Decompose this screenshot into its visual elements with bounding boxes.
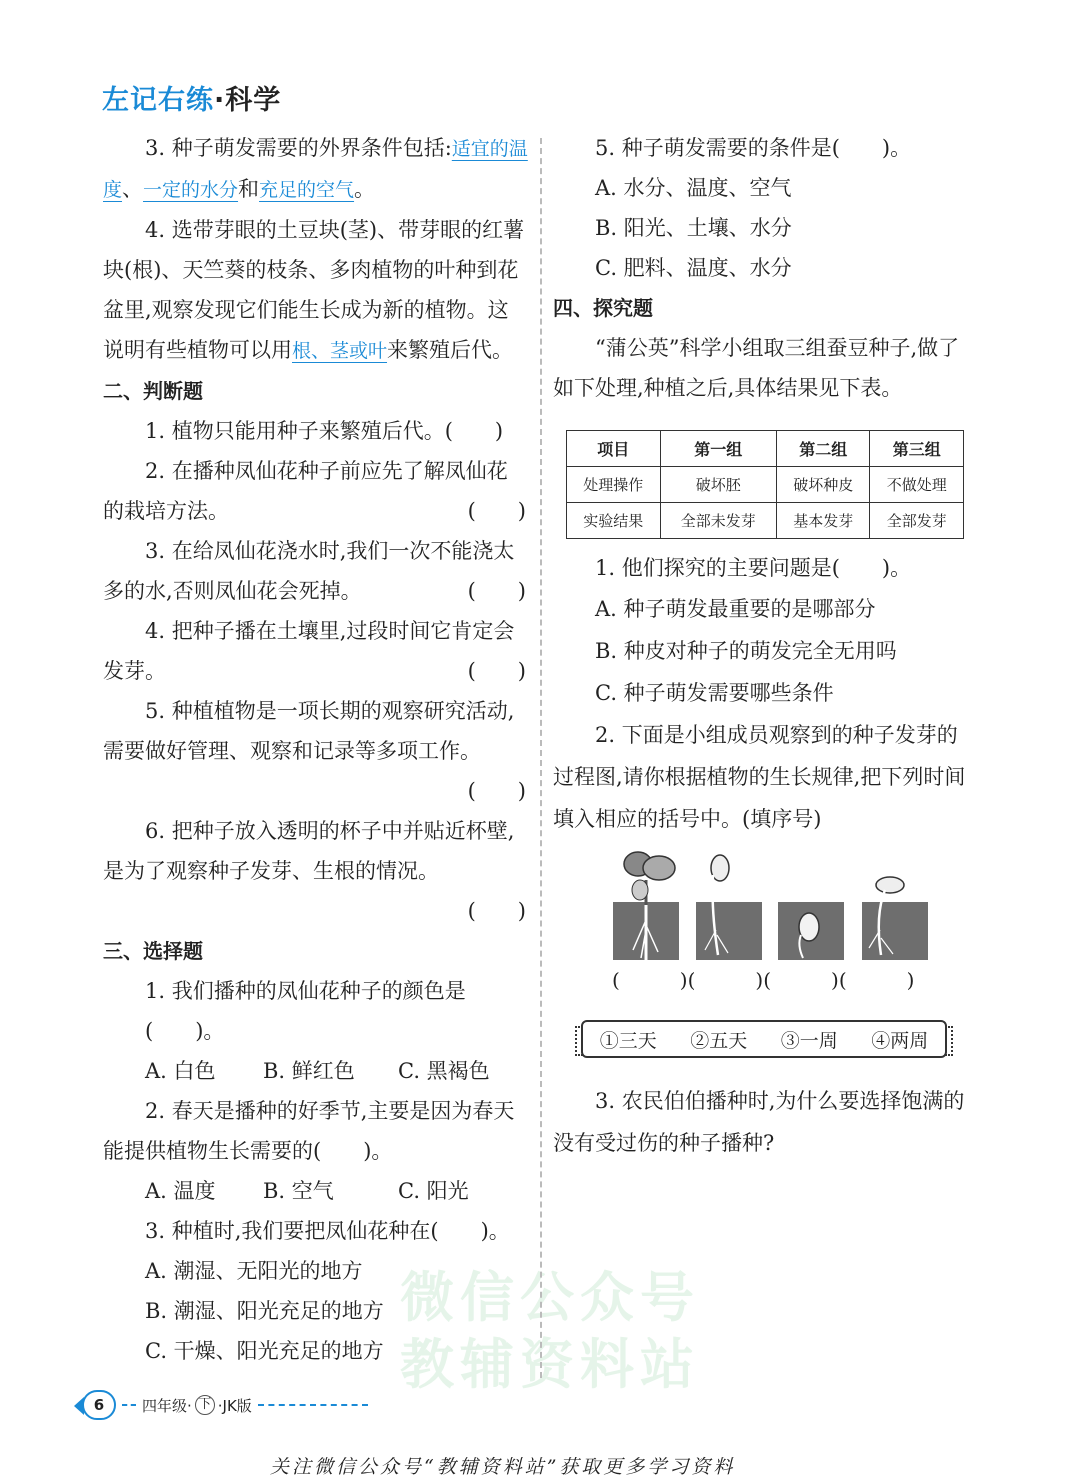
judge-5-paren: ( ) bbox=[467, 779, 526, 803]
choice-5-c: C. 肥料、温度、水分 bbox=[595, 256, 792, 280]
time-choice: ③一周 bbox=[780, 1029, 838, 1052]
option: C. 黑褐色 bbox=[398, 1059, 490, 1083]
judge-2: 2. 在播种凤仙花种子前应先了解凤仙花的栽培方法。 bbox=[103, 459, 508, 523]
choice-5: 5. 种子萌发需要的条件是( )。 bbox=[595, 136, 912, 160]
time-choice: ④两周 bbox=[871, 1029, 929, 1052]
choice-5-b: B. 阳光、土壤、水分 bbox=[595, 216, 792, 240]
question-3: 3. 种子萌发需要的外界条件包括:适宜的温度、一定的水分和充足的空气。 bbox=[103, 136, 528, 201]
choice-3-b: B. 潮湿、阳光充足的地方 bbox=[145, 1299, 384, 1323]
page-number: 6 bbox=[82, 1390, 116, 1420]
time-choice: ②五天 bbox=[690, 1029, 748, 1052]
table-cell: 实验结果 bbox=[567, 503, 661, 539]
image-answer-blanks: ( )( )( )( ) bbox=[612, 968, 915, 992]
explore-1: 1. 他们探究的主要问题是( )。 bbox=[595, 556, 912, 580]
page-footer bbox=[82, 1390, 368, 1420]
table-cell: 全部未发芽 bbox=[660, 503, 776, 539]
choice-5-a: A. 水分、温度、空气 bbox=[595, 176, 792, 200]
choice-1: 1. 我们播种的凤仙花种子的颜色是( )。 bbox=[145, 979, 466, 1043]
promo-note: 关注微信公众号“教辅资料站”获取更多学习资料 bbox=[270, 1456, 736, 1478]
explore-1-c: C. 种子萌发需要哪些条件 bbox=[595, 681, 834, 705]
explore-intro: “蒲公英”科学小组取三组蚕豆种子,做了如下处理,种植之后,具体结果见下表。 bbox=[553, 336, 960, 400]
footer-dash bbox=[258, 1404, 368, 1406]
table-header: 第三组 bbox=[870, 431, 964, 467]
judge-3-paren: ( ) bbox=[467, 579, 526, 603]
option: A. 温度 bbox=[145, 1179, 216, 1203]
choice-3-c: C. 干燥、阳光充足的地方 bbox=[145, 1339, 384, 1363]
left-column bbox=[103, 128, 528, 1371]
time-choice: ①三天 bbox=[599, 1029, 657, 1052]
section-choice-title: 三、选择题 bbox=[103, 939, 203, 963]
term-badge: 下 bbox=[195, 1395, 215, 1415]
explore-1-a: A. 种子萌发最重要的是哪部分 bbox=[595, 597, 876, 621]
choice-1-options bbox=[103, 1051, 528, 1091]
table-cell: 处理操作 bbox=[567, 467, 661, 503]
right-column-lower bbox=[553, 548, 978, 840]
germination-images bbox=[613, 850, 928, 965]
column-divider bbox=[540, 138, 542, 1378]
question-4: 4. 选带芽眼的土豆块(茎)、带芽眼的红薯块(根)、天竺葵的枝条、多肉植物的叶种到花盆里,观察发现它们能生长成为新的植物。这说明有些植物可以用根、茎或叶来繁殖后代。 bbox=[103, 218, 525, 362]
table-row bbox=[567, 467, 964, 503]
judge-3: 3. 在给凤仙花浇水时,我们一次不能浇太多的水,否则凤仙花会死掉。 bbox=[103, 539, 515, 603]
judge-6-paren: ( ) bbox=[467, 899, 526, 923]
choice-2: 2. 春天是播种的好季节,主要是因为春天能提供植物生长需要的( )。 bbox=[103, 1099, 515, 1163]
table-cell: 不做处理 bbox=[870, 467, 964, 503]
option: C. 阳光 bbox=[398, 1179, 469, 1203]
table-header: 第二组 bbox=[776, 431, 870, 467]
edition-label: ·JK版 bbox=[217, 1396, 252, 1415]
choice-3-a: A. 潮湿、无阳光的地方 bbox=[145, 1259, 363, 1283]
choice-3: 3. 种植时,我们要把凤仙花种在( )。 bbox=[145, 1219, 510, 1243]
judge-6: 6. 把种子放入透明的杯子中并贴近杯壁,是为了观察种子发芽、生根的情况。 bbox=[103, 819, 515, 883]
judge-4: 4. 把种子播在土壤里,过段时间它肯定会发芽。 bbox=[103, 619, 515, 683]
table-header: 项目 bbox=[567, 431, 661, 467]
table-cell: 全部发芽 bbox=[870, 503, 964, 539]
watermark-line2: 教辅资料站 bbox=[400, 1333, 700, 1396]
watermark-line1: 微信公众号 bbox=[400, 1266, 700, 1329]
book-title: 左记右练·科学 bbox=[102, 85, 282, 116]
table-cell: 破坏胚 bbox=[660, 467, 776, 503]
subject-label: ·科学 bbox=[214, 85, 282, 116]
judge-4-paren: ( ) bbox=[467, 659, 526, 683]
section-explore-title: 四、探究题 bbox=[553, 296, 653, 320]
experiment-table bbox=[566, 430, 964, 539]
judge-2-paren: ( ) bbox=[467, 499, 526, 523]
choice-2-options bbox=[103, 1171, 528, 1211]
right-column bbox=[553, 128, 978, 408]
right-column-bottom bbox=[553, 1080, 978, 1164]
judge-5: 5. 种植植物是一项长期的观察研究活动,需要做好管理、观察和记录等多项工作。 bbox=[103, 699, 515, 763]
explore-1-b: B. 种皮对种子的萌发完全无用吗 bbox=[595, 639, 897, 663]
option: B. 空气 bbox=[263, 1179, 334, 1203]
explore-3: 3. 农民伯伯播种时,为什么要选择饱满的没有受过伤的种子播种? bbox=[553, 1089, 965, 1155]
table-cell: 基本发芽 bbox=[776, 503, 870, 539]
grade-label: 四年级· bbox=[142, 1396, 192, 1415]
table-header-row bbox=[567, 431, 964, 467]
section-judge-title: 二、判断题 bbox=[103, 379, 203, 403]
table-row bbox=[567, 503, 964, 539]
table-header: 第一组 bbox=[660, 431, 776, 467]
footer-dash bbox=[122, 1404, 136, 1406]
table-cell: 破坏种皮 bbox=[776, 467, 870, 503]
option: A. 白色 bbox=[145, 1059, 216, 1083]
judge-1: 1. 植物只能用种子来繁殖后代。( ) bbox=[145, 419, 504, 443]
time-choices-box bbox=[581, 1020, 947, 1058]
seedling-drawings bbox=[613, 850, 928, 965]
explore-2: 2. 下面是小组成员观察到的种子发芽的过程图,请你根据植物的生长规律,把下列时间填入相应的括号中。(填序号) bbox=[553, 723, 966, 831]
option: B. 鲜红色 bbox=[263, 1059, 355, 1083]
